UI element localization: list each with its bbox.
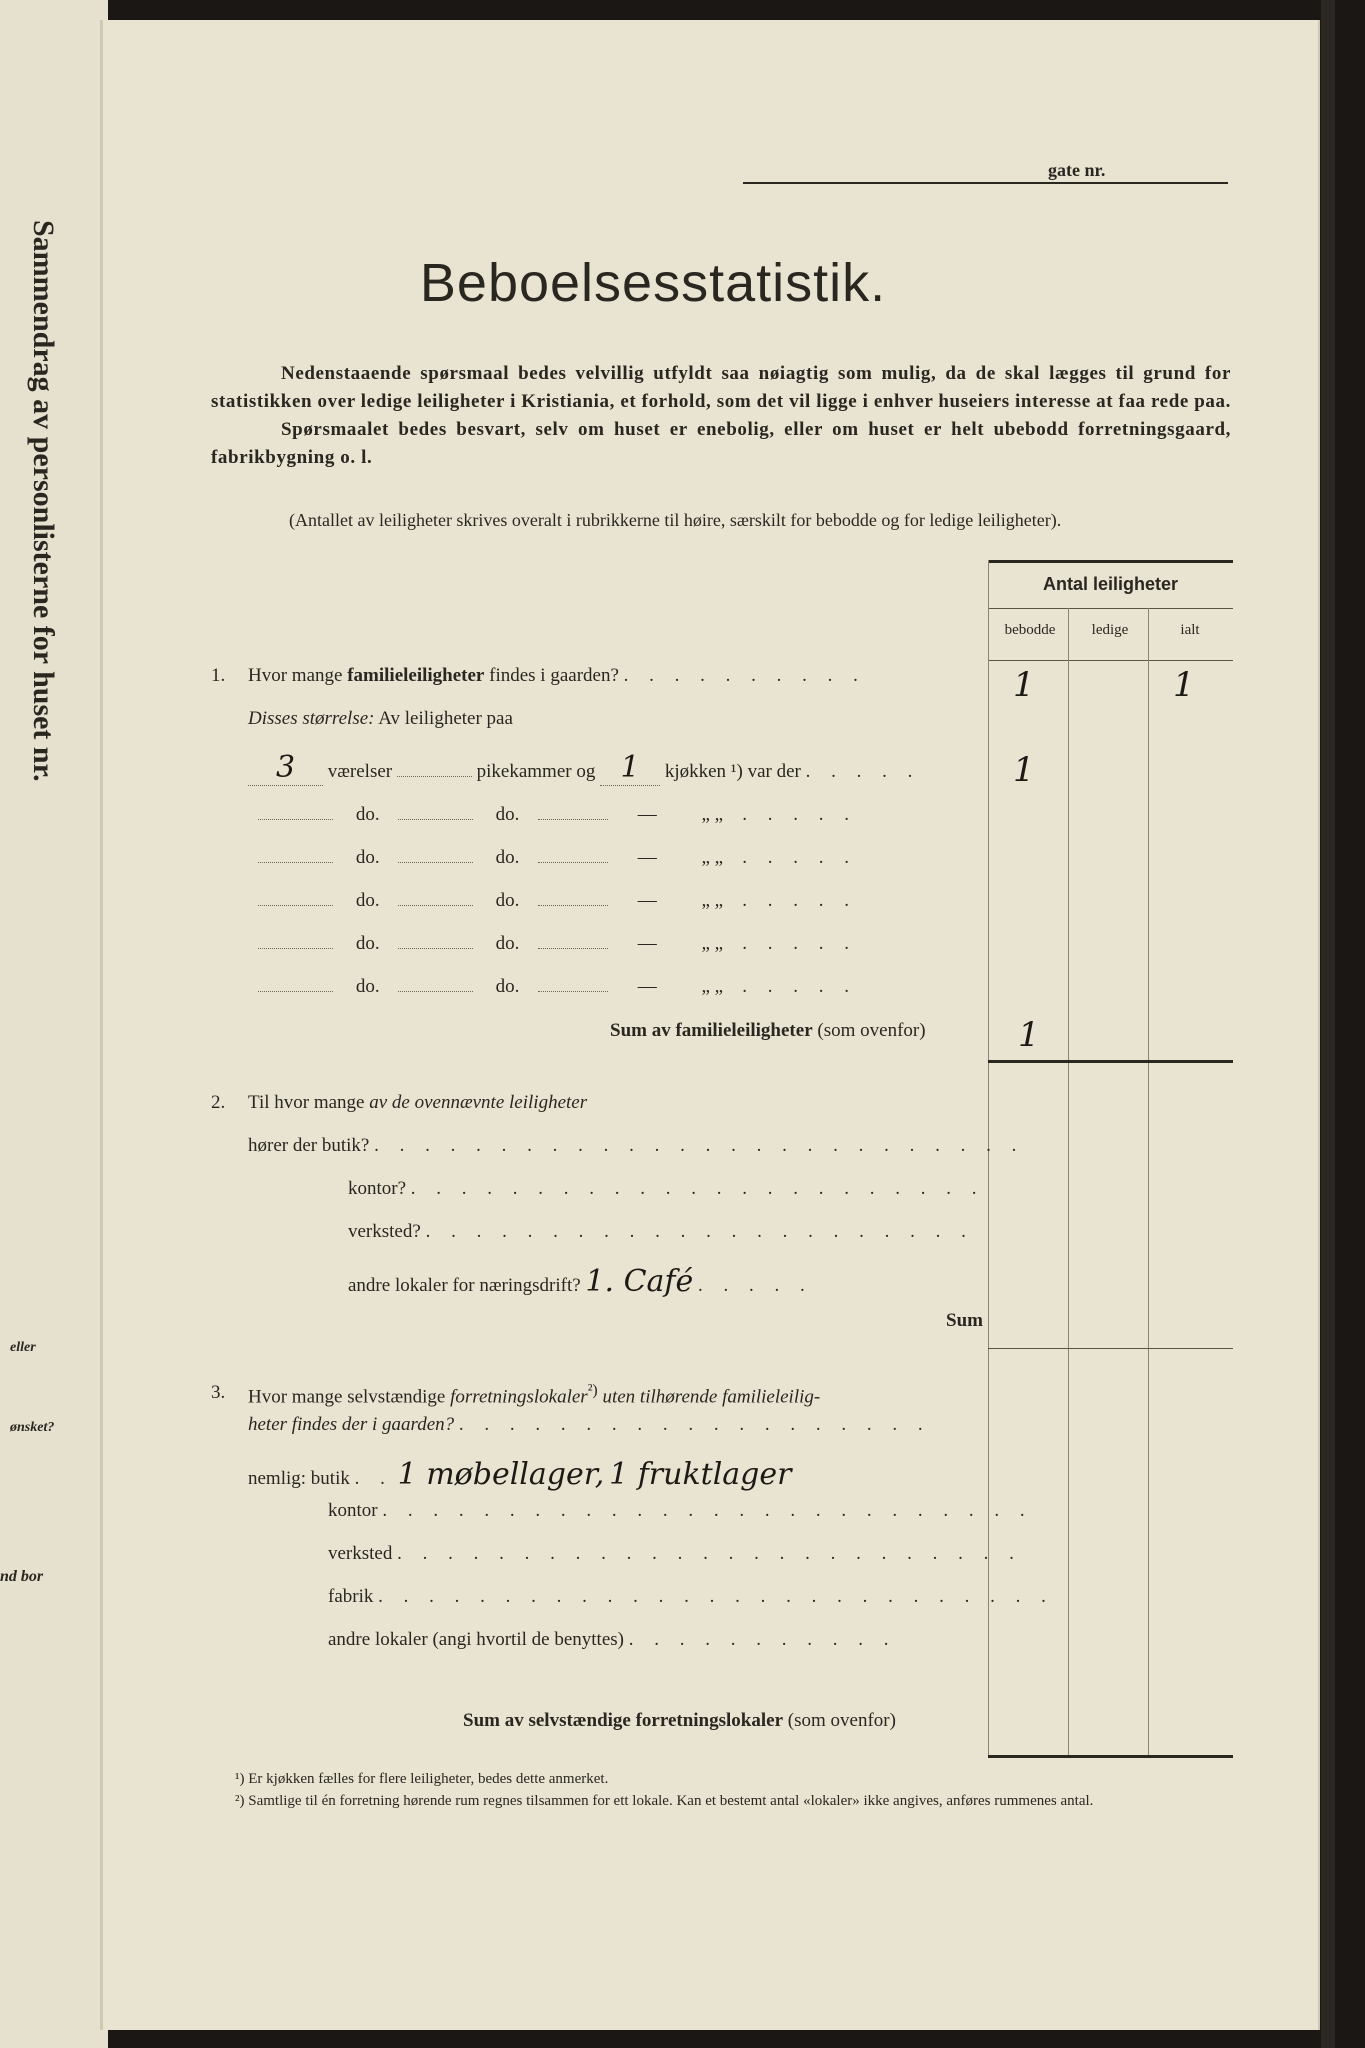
do-label: do. xyxy=(495,804,520,825)
count-table xyxy=(988,560,1233,1760)
q3-nemlig-label: nemlig: butik xyxy=(248,1468,350,1489)
do-label: do. xyxy=(495,933,520,954)
q3-kontor-label: kontor xyxy=(328,1500,378,1521)
do-label: do. xyxy=(495,847,520,868)
form-page xyxy=(100,20,1320,2030)
vaerelser-label: værelser xyxy=(327,761,393,782)
handwritten-kitchen: 1 xyxy=(620,750,640,785)
table-border-left xyxy=(988,560,989,1755)
do-field xyxy=(538,948,608,949)
q3-question-line2-text: heter findes der i gaarden? xyxy=(248,1414,455,1435)
handwritten-q2-andre: 1. Café xyxy=(585,1264,694,1299)
q3-verksted-label: verksted xyxy=(328,1543,393,1564)
sum1-rule xyxy=(988,1060,1233,1063)
leader-dots: . . . . . . . . . . . . . . . . . . . . . . . xyxy=(410,1178,985,1199)
q2-question xyxy=(248,1092,587,1114)
leader-dots: . . . . . . . . . . . . . . . . . . . . . . . . . . xyxy=(374,1135,1025,1156)
do-row xyxy=(258,933,857,955)
left-page xyxy=(0,0,108,2048)
q3-butik-line xyxy=(248,1457,791,1492)
footnote-2: ²) Samtlige til én forretning hørende rum regnes tilsammen for ett lokale. Kan et bestemt antal «lokaler» ikke angives, anføres rummenes antal. xyxy=(235,1793,1094,1809)
quote-marks: „ „ xyxy=(701,804,724,825)
table-title: Antal leiligheter xyxy=(1042,574,1179,594)
q3-fabrik-line xyxy=(328,1586,1054,1608)
do-field xyxy=(398,862,473,863)
q3-sum-post: (som ovenfor) xyxy=(787,1710,896,1731)
q3-question-italic2: uten tilhørende familieleilig- xyxy=(602,1386,821,1408)
quote-marks: „ „ xyxy=(701,976,724,997)
sum2-rule xyxy=(988,1348,1233,1349)
q2-number: 2. xyxy=(211,1092,226,1113)
do-label: do. xyxy=(355,804,380,825)
q3-andre-label: andre lokaler (angi hvortil de benyttes) xyxy=(328,1629,624,1650)
leader-dots: . . . . . . . . . . xyxy=(623,665,866,686)
dash: — xyxy=(637,804,657,825)
do-field xyxy=(398,819,473,820)
q3-sum-line xyxy=(463,1710,896,1732)
leader-dots: . . . . . . . . . . . . . . . . . . . . . . . . . xyxy=(397,1543,1022,1564)
q3-verksted-line xyxy=(328,1543,1022,1565)
do-label: do. xyxy=(355,847,380,868)
q2-butik-line xyxy=(248,1135,1024,1157)
q2-question-italic: av de ovennævnte leiligheter xyxy=(369,1092,588,1113)
q1-question-post: findes i gaarden? xyxy=(489,665,619,686)
q2-verksted-label: verksted? xyxy=(348,1221,421,1242)
q3-fabrik-label: fabrik xyxy=(328,1586,374,1607)
handwritten-sum1-bebodde: 1 xyxy=(1018,1015,1040,1055)
kitchen-field xyxy=(600,750,660,786)
q2-kontor-line xyxy=(348,1178,985,1200)
leader-dots: . . . . . . . . . . . . . . . . . . . . . . . . . . xyxy=(382,1500,1033,1521)
q3-question-italic: forretningslokaler xyxy=(450,1386,588,1408)
leader-dots: . . . . . . . . . . . xyxy=(628,1629,897,1650)
q1-number: 1. xyxy=(211,665,226,686)
dash: — xyxy=(637,976,657,997)
q1-sum-line xyxy=(610,1020,926,1042)
q3-sum-bold: Sum av selvstændige forretningslokaler xyxy=(463,1710,784,1731)
do-field xyxy=(398,948,473,949)
q1-question-bold: familieleiligheter xyxy=(347,665,485,686)
q1-sum-bold: Sum av familieleiligheter xyxy=(610,1020,813,1041)
q1-question xyxy=(248,665,866,687)
leader-dots: . . . . . xyxy=(742,976,857,997)
leader-dots: . . . . . . . . . . . . . . . . . . . xyxy=(458,1414,931,1435)
intro-paragraph: Spørsmaalet bedes besvart, selv om huset er enebolig, eller om huset er helt ubebodd forretningsgaard, fabrikbygning o. l. xyxy=(211,419,1231,468)
left-page-spine-text: Sammendrag av personlisterne for huset nr. xyxy=(27,220,60,782)
pike-field xyxy=(397,776,472,777)
q2-andre-line xyxy=(348,1264,813,1299)
q3-question-line2 xyxy=(248,1414,931,1436)
leader-dots: . . . . . xyxy=(742,847,857,868)
handwritten-q3-butik-1: 1 møbellager xyxy=(397,1457,595,1492)
do-field xyxy=(258,905,333,906)
intro-paragraph: Nedenstaaende spørsmaal bedes velvillig utfyldt saa nøiagtig som mulig, da de skal lægges til grund for statistikken over ledige leiligheter i Kristiania, et forhold, som det vil ligge i enhver huseiers interesse at faa rede paa. xyxy=(211,363,1231,412)
handwritten-q3-butik-2: 1 fruktlager xyxy=(609,1457,792,1492)
col-header-ledige: ledige xyxy=(1091,622,1129,638)
leader-dots: . . . . . xyxy=(805,761,921,782)
handwritten-row1-bebodde: 1 xyxy=(1013,750,1035,790)
q3-andre-line xyxy=(328,1629,896,1651)
do-field xyxy=(398,991,473,992)
do-field xyxy=(258,991,333,992)
q3-footnote-mark: ²) xyxy=(587,1382,598,1399)
q3-question-line1 xyxy=(248,1382,820,1408)
do-field xyxy=(258,948,333,949)
do-row xyxy=(258,976,857,998)
q2-verksted-line xyxy=(348,1221,974,1243)
handwritten-q3-separator: , xyxy=(594,1457,605,1492)
do-field xyxy=(538,819,608,820)
do-label: do. xyxy=(355,976,380,997)
intro-note-text: (Antallet av leiligheter skrives overalt i rubrikkerne til høire, særskilt for bebodde og for ledige leiligheter). xyxy=(289,510,1062,530)
left-page-fragment: eller xyxy=(10,1340,36,1355)
gate-rule xyxy=(743,182,1228,184)
intro-text xyxy=(211,360,1231,472)
leader-dots: . . . . . xyxy=(742,804,857,825)
kjokken-label: kjøkken ¹) var der xyxy=(664,761,801,782)
sum3-rule xyxy=(988,1755,1233,1758)
do-field xyxy=(538,862,608,863)
dash: — xyxy=(637,890,657,911)
left-page-fragment: nd bor xyxy=(0,1568,44,1585)
q1-sum-post: (som ovenfor) xyxy=(817,1020,926,1041)
q1-size-text: Av leiligheter paa xyxy=(378,708,513,729)
leader-dots: . . . . . xyxy=(742,890,857,911)
rooms-field xyxy=(248,750,323,786)
do-label: do. xyxy=(495,890,520,911)
leader-dots: . . . . . . . . . . . . . . . . . . . . . . . . . . . xyxy=(378,1586,1054,1607)
do-label: do. xyxy=(355,890,380,911)
q2-kontor-label: kontor? xyxy=(348,1178,407,1199)
q2-butik-label: hører der butik? xyxy=(248,1135,370,1156)
q2-sum-label: Sum xyxy=(946,1310,983,1331)
do-label: do. xyxy=(495,976,520,997)
leader-dots: . . . . . . . . . . . . . . . . . . . . . . xyxy=(425,1221,974,1242)
handwritten-q1-ialt: 1 xyxy=(1173,665,1195,705)
handwritten-q1-bebodde: 1 xyxy=(1013,665,1035,705)
table-divider xyxy=(1068,608,1069,1755)
q1-size-row xyxy=(248,750,920,786)
pikekammer-label: pikekammer og xyxy=(476,761,596,782)
q1-size-label: Disses størrelse: xyxy=(248,708,375,729)
do-field xyxy=(258,862,333,863)
dash: — xyxy=(637,847,657,868)
do-row xyxy=(258,847,857,869)
table-rule xyxy=(988,660,1233,661)
do-field xyxy=(398,905,473,906)
quote-marks: „ „ xyxy=(701,933,724,954)
gate-label: gate nr. xyxy=(1048,160,1106,180)
do-label: do. xyxy=(355,933,380,954)
do-field xyxy=(538,905,608,906)
handwritten-rooms: 3 xyxy=(275,750,296,785)
col-header-ialt: ialt xyxy=(1180,622,1200,638)
do-field xyxy=(258,819,333,820)
footnotes xyxy=(235,1768,1235,1812)
leader-dots: . . xyxy=(354,1468,393,1489)
leader-dots: . . . . . xyxy=(698,1275,813,1296)
footnote-1: ¹) Er kjøkken fælles for flere leiligheter, bedes dette anmerket. xyxy=(235,1771,609,1787)
do-row xyxy=(258,804,857,826)
quote-marks: „ „ xyxy=(701,847,724,868)
leader-dots: . . . . . xyxy=(742,933,857,954)
do-field xyxy=(538,991,608,992)
page-edge xyxy=(1321,0,1335,2048)
quote-marks: „ „ xyxy=(701,890,724,911)
q3-number: 3. xyxy=(211,1382,226,1403)
q1-question-pre: Hvor mange xyxy=(248,665,343,686)
q2-andre-label: andre lokaler for næringsdrift? xyxy=(348,1275,581,1296)
dash: — xyxy=(637,933,657,954)
col-header-bebodde: bebodde xyxy=(1004,622,1056,638)
page-title: Beboelsesstatistik. xyxy=(419,253,887,313)
table-divider xyxy=(1148,608,1149,1755)
q3-kontor-line xyxy=(328,1500,1033,1522)
q2-question-pre: Til hvor mange xyxy=(248,1092,365,1113)
do-row xyxy=(258,890,857,912)
table-rule xyxy=(988,608,1233,609)
table-top-rule xyxy=(988,560,1233,563)
q3-question-pre: Hvor mange selvstændige xyxy=(248,1386,446,1408)
left-page-fragment: ønsket? xyxy=(10,1420,55,1435)
intro-note xyxy=(211,507,1231,533)
q1-size-line xyxy=(248,708,513,730)
